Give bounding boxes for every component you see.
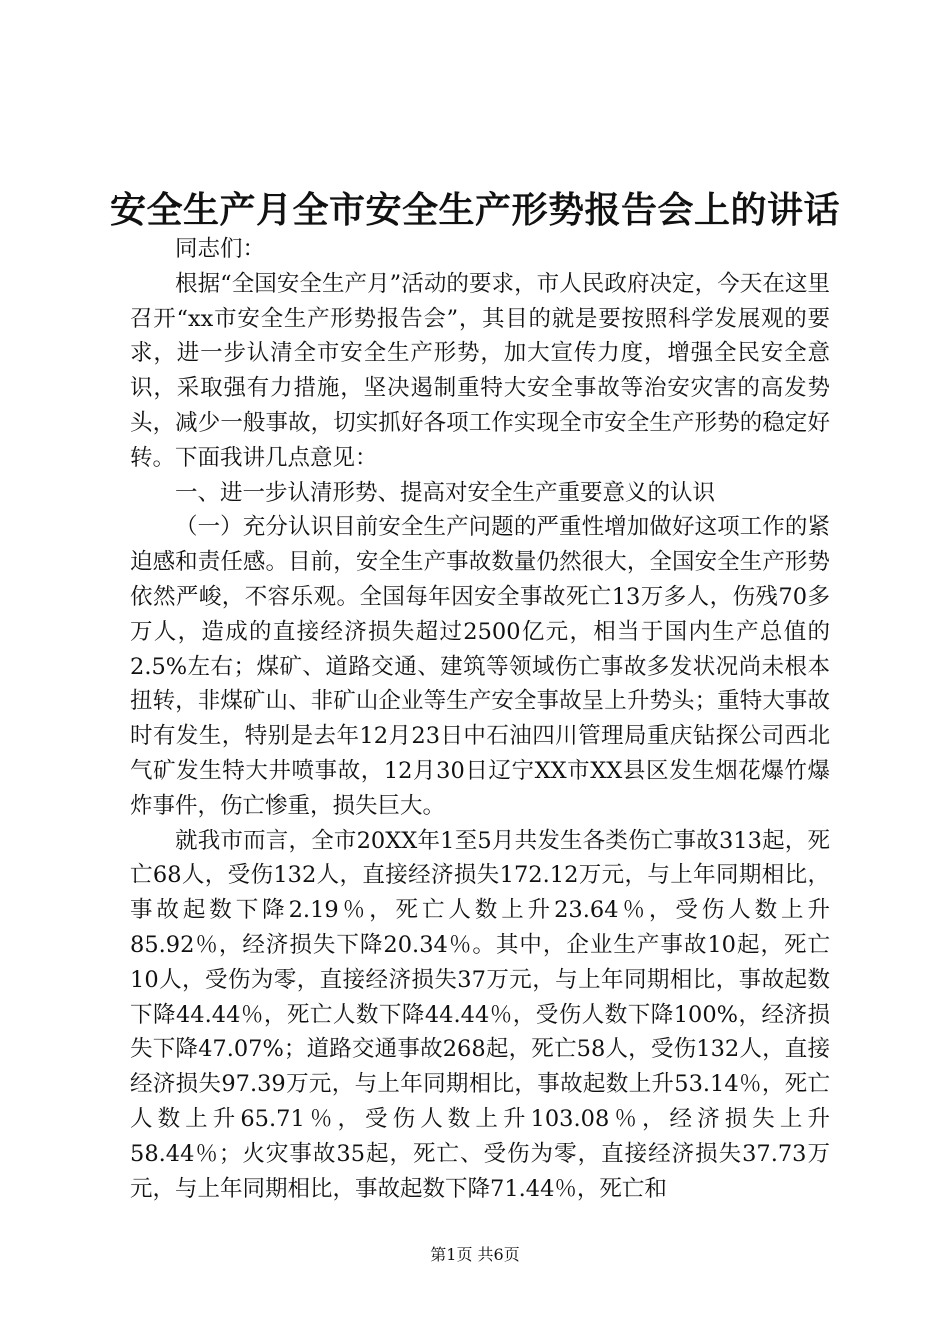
page-indicator: 第1页 共6页 — [430, 1245, 520, 1264]
section-heading: 一、进一步认清形势、提高对安全生产重要意义的认识 — [175, 479, 716, 506]
paragraph-subsection-1: （一）充分认识目前安全生产问题的严重性增加做好这项工作的紧迫感和责任感。目前，安全生产事故数量仍然很大，全国安全生产形势依然严峻，不容乐观。全国每年因安全事故死亡13万多人，伤残70多万人，造成的直接经济损失超过2500亿元，相当于国内生产总值的2.5%左右；煤矿、道路交通、建筑等领域伤亡事故多发状况尚未根本扭转，非煤矿山、非矿山企业等生产安全事故呈上升势头；重特大事故时有发生，特别是去年12月23日中石油四川管理局重庆钻探公司西北气矿发生特大井喷事故，12月30日辽宁XX市XX县区发生烟花爆竹爆炸事件，伤亡惨重，损失巨大。 — [130, 514, 830, 819]
paragraph-city-statistics: 就我市而言，全市20XX年1至5月共发生各类伤亡事故313起，死亡68人，受伤132人，直接经济损失172.12万元，与上年同期相比，事故起数下降2.19％，死亡人数上升23.64％，受伤人数上升85.92％，经济损失下降20.34％。其中，企业生产事故10起，死亡10人，受伤为零，直接经济损失37万元，与上年同期相比，事故起数下降44.44％，死亡人数下降44.44％，受伤人数下降100%，经济损失下降47.07%；道路交通事故268起，死亡58人，受伤132人，直接经济损失97.39万元，与上年同期相比，事故起数上升53.14％，死亡人数上升65.71％，受伤人数上升103.08％，经济损失上升58.44％；火灾事故35起，死亡、受伤为零，直接经济损失37.73万元，与上年同期相比，事故起数下降71.44％，死亡和 — [130, 827, 830, 1202]
document-title: 安全生产月全市安全生产形势报告会上的讲话 — [109, 189, 840, 231]
paragraph-intro: 根据“全国安全生产月”活动的要求，市人民政府决定，今天在这里召开“xx市安全生产形势报告会”，其目的就是要按照科学发展观的要求，进一步认清全市安全生产形势，加大宣传力度，增强全民安全意识，采取强有力措施，坚决遏制重特大安全事故等治安灾害的高发势头，减少一般事故，切实抓好各项工作实现全市安全生产形势的稳定好转。下面我讲几点意见： — [130, 270, 830, 471]
salutation: 同志们： — [175, 236, 266, 262]
document-body — [130, 232, 830, 1206]
